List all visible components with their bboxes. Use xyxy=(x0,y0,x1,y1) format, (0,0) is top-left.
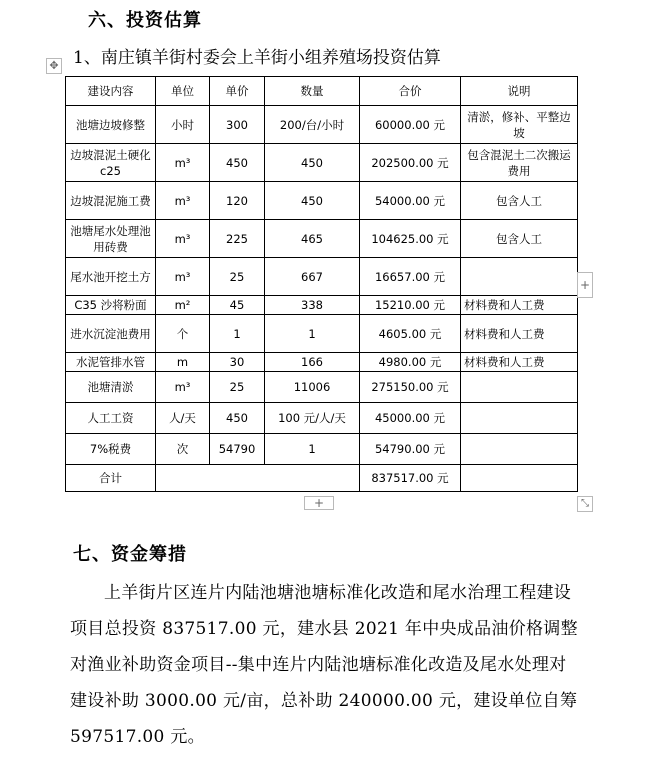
table-cell: 边坡混泥土硬化 c25 xyxy=(66,144,156,182)
table-cell: 人工工资 xyxy=(66,403,156,434)
table-cell: 包含混泥土二次搬运费用 xyxy=(461,144,578,182)
table-cell: m³ xyxy=(156,220,210,258)
table-cell: 450 xyxy=(210,403,265,434)
table-cell: 202500.00 元 xyxy=(360,144,461,182)
empty-cell xyxy=(461,465,578,492)
table-cell: m³ xyxy=(156,144,210,182)
table-cell: 包含人工 xyxy=(461,220,578,258)
header-cell: 建设内容 xyxy=(66,77,156,106)
table-cell: 450 xyxy=(210,144,265,182)
table-cell: 54790 xyxy=(210,434,265,465)
table-cell: 450 xyxy=(265,144,360,182)
investment-table xyxy=(65,76,578,492)
table-cell: 450 xyxy=(265,182,360,220)
table-cell: 667 xyxy=(265,258,360,296)
table-cell: 进水沉淀池费用 xyxy=(66,315,156,353)
table-cell: m xyxy=(156,353,210,372)
table-cell: 次 xyxy=(156,434,210,465)
table-cell: 45 xyxy=(210,296,265,315)
table-cell: 包含人工 xyxy=(461,182,578,220)
table-cell: 水泥管排水管 xyxy=(66,353,156,372)
empty-cell xyxy=(156,465,360,492)
add-row-plus-icon[interactable]: + xyxy=(577,272,593,298)
table-cell: 11006 xyxy=(265,372,360,403)
table-cell: 465 xyxy=(265,220,360,258)
table-header-row xyxy=(66,77,578,106)
table-row xyxy=(66,144,578,182)
table-cell: 275150.00 元 xyxy=(360,372,461,403)
table-cell: m³ xyxy=(156,182,210,220)
table-cell: 1 xyxy=(265,434,360,465)
table-cell: 30 xyxy=(210,353,265,372)
table-cell: 材料费和人工费 xyxy=(461,353,578,372)
table-total-row xyxy=(66,465,578,492)
table-row xyxy=(66,182,578,220)
table-cell: 池塘清淤 xyxy=(66,372,156,403)
table-cell: 104625.00 元 xyxy=(360,220,461,258)
table-cell: 45000.00 元 xyxy=(360,403,461,434)
table-cell: 1 xyxy=(265,315,360,353)
header-cell: 单价 xyxy=(210,77,265,106)
table-cell: 15210.00 元 xyxy=(360,296,461,315)
header-cell: 说明 xyxy=(461,77,578,106)
table-row xyxy=(66,315,578,353)
table-cell: m³ xyxy=(156,258,210,296)
table-cell: 材料费和人工费 xyxy=(461,315,578,353)
table-row xyxy=(66,296,578,315)
table-cell: 225 xyxy=(210,220,265,258)
table-cell: 4980.00 元 xyxy=(360,353,461,372)
table-cell: 16657.00 元 xyxy=(360,258,461,296)
table-cell: 1 xyxy=(210,315,265,353)
table-cell: 4605.00 元 xyxy=(360,315,461,353)
table-row xyxy=(66,220,578,258)
table-cell xyxy=(461,403,578,434)
header-cell: 数量 xyxy=(265,77,360,106)
table-cell xyxy=(461,258,578,296)
table-cell: 尾水池开挖土方 xyxy=(66,258,156,296)
table-cell: 清淤，修补、平整边坡 xyxy=(461,106,578,144)
table-cell: 60000.00 元 xyxy=(360,106,461,144)
table-cell: 25 xyxy=(210,258,265,296)
table-cell xyxy=(461,372,578,403)
table-cell: 25 xyxy=(210,372,265,403)
total-cell: 837517.00 元 xyxy=(360,465,461,492)
table-cell xyxy=(461,434,578,465)
table-cell: 300 xyxy=(210,106,265,144)
section-6-title: 六、投资估算 xyxy=(88,10,202,31)
table-row xyxy=(66,403,578,434)
table-cell: 人/天 xyxy=(156,403,210,434)
table-row xyxy=(66,353,578,372)
funding-paragraph: 上羊街片区连片内陆池塘池塘标准化改造和尾水治理工程建设项目总投资 837517.00 元，建水县 2021 年中央成品油价格调整对渔业补助资金项目--集中连片内陆池塘标准化改造及尾水处理对建设补助 3000.00 元/亩，总补助 240000.00 元，建设单位自筹 597517.00 元。 xyxy=(70,583,578,747)
add-column-plus-icon[interactable]: + xyxy=(304,496,334,510)
table-cell: 边坡混泥施工费 xyxy=(66,182,156,220)
table-cell: 54000.00 元 xyxy=(360,182,461,220)
table-row xyxy=(66,258,578,296)
table-cell: 小时 xyxy=(156,106,210,144)
total-cell: 合计 xyxy=(66,465,156,492)
table-row xyxy=(66,372,578,403)
move-icon[interactable]: ✥ xyxy=(46,58,62,74)
table-cell: m² xyxy=(156,296,210,315)
table-cell: 材料费和人工费 xyxy=(461,296,578,315)
table-cell: 7%税费 xyxy=(66,434,156,465)
table-cell: 池塘尾水处理池用砖费 xyxy=(66,220,156,258)
table-cell: 120 xyxy=(210,182,265,220)
section-7-title: 七、资金筹措 xyxy=(73,544,187,565)
table-row xyxy=(66,434,578,465)
header-cell: 合价 xyxy=(360,77,461,106)
table-cell: 100 元/人/天 xyxy=(265,403,360,434)
table-cell: m³ xyxy=(156,372,210,403)
resize-icon[interactable]: ⤡ xyxy=(577,496,593,512)
table-cell: 个 xyxy=(156,315,210,353)
table-cell: 54790.00 元 xyxy=(360,434,461,465)
table-subtitle: 1、南庄镇羊街村委会上羊街小组养殖场投资估算 xyxy=(73,48,441,68)
table-cell: C35 沙将粉面 xyxy=(66,296,156,315)
table-cell: 200/台/小时 xyxy=(265,106,360,144)
header-cell: 单位 xyxy=(156,77,210,106)
table-cell: 338 xyxy=(265,296,360,315)
table-cell: 166 xyxy=(265,353,360,372)
table-cell: 池塘边坡修整 xyxy=(66,106,156,144)
table-row xyxy=(66,106,578,144)
